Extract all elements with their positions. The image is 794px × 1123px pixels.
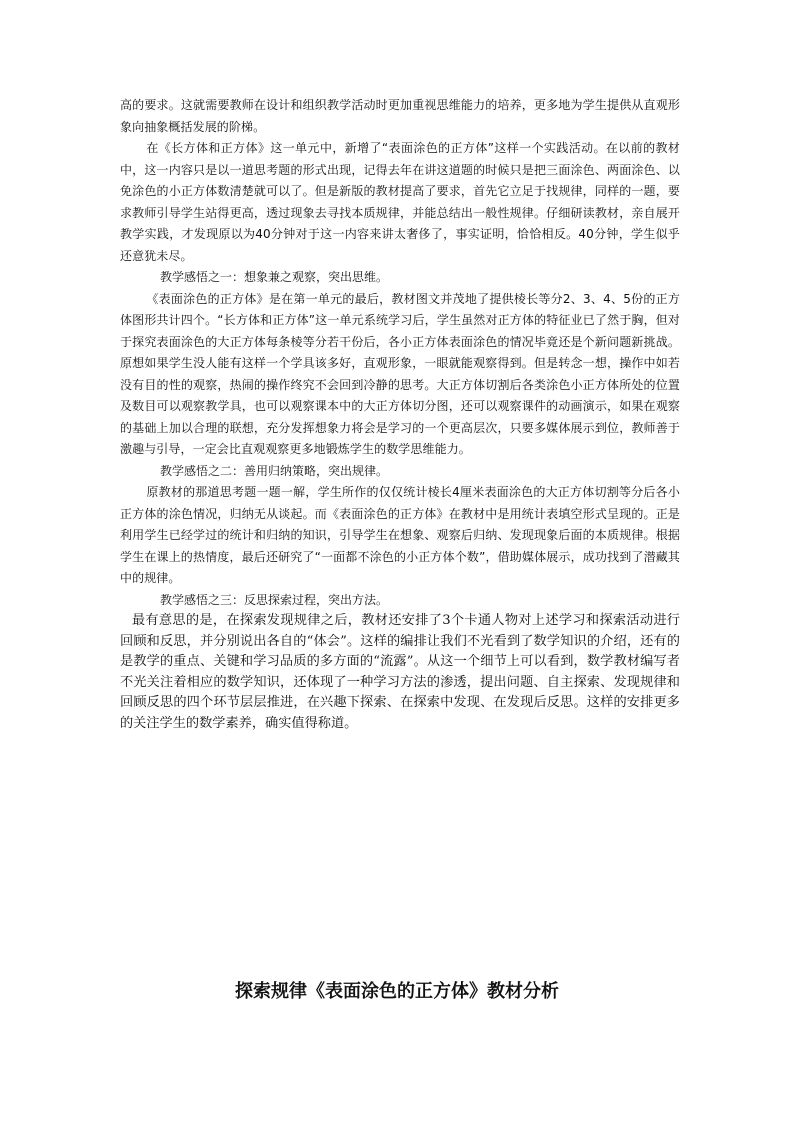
paragraph-insight-1: 《表面涂色的正方体》是在第一单元的最后，教材图文并茂地了提供棱长等分2、3、4、5份的正方体图形共计四个。“长方体和正方体”这一单元系统学习后，学生虽然对正方体的特征业已了然于胸，但对于探究表面涂色的大正方体每条棱等分若干份后，各小正方体表面涂色的情况毕竟还是个新问题新挑战。原想如果学生没人能有这样一个学具该多好，直观形象，一眼就能观察得到。但是转念一想，操作中如若没有目的性的观察，热闹的操作终究不会回到冷静的思考。大正方体切割后各类涂色小正方体所处的位置及数目可以观察教学具，也可以观察课本中的大正方体切分图，还可以观察课件的动画演示，如果在观察的基础上加以合理的联想，充分发挥想象力将会是学习的一个更高层次，只要多媒体展示到位，教师善于激趣与引导，一定会比直观观察更多地锻炼学生的数学思维能力。 bbox=[120, 291, 680, 456]
paragraph-intro-continuation: 高的要求。这就需要教师在设计和组织教学活动时更加重视思维能力的培养，更多地为学生提供从直观形象向抽象概括发展的阶梯。 bbox=[120, 98, 680, 134]
paragraph-insight-3: 最有意思的是，在探索发现规律之后，教材还安排了3个卡通人物对上述学习和探索活动进行回顾和反思，并分别说出各自的“体会”。这样的编排让我们不光看到了数学知识的介绍，还有的是教学的重点、关键和学习品质的多方面的“流露”。从这一个细节上可以看到，数学教材编写者不光关注着相应的数学知识，还体现了一种学习方法的渗透，提出问题、自主探索、发现规律和回顾反思的四个环节层层推进，在兴趣下探索、在探索中发现、在发现后反思。这样的安排更多的关注学生的数学素养，确实值得称道。 bbox=[120, 613, 680, 731]
section-heading-insight-1: 教学感悟之一：想象兼之观察，突出思维。 bbox=[160, 270, 389, 284]
document-body bbox=[120, 95, 680, 734]
section-heading-insight-3: 教学感悟之三：反思探索过程，突出方法。 bbox=[160, 592, 389, 607]
section-heading-insight-2: 教学感悟之二：善用归纳策略，突出规律。 bbox=[160, 463, 389, 478]
paragraph-unit-overview: 在《长方体和正方体》这一单元中，新增了“表面涂色的正方体”这样一个实践活动。在以前的教材中，这一内容只是以一道思考题的形式出现，记得去年在讲这道题的时候只是把三面涂色、两面涂色、以免涂色的小正方体数清楚就可以了。但是新版的教材提高了要求，首先它立足于找规律，同样的一题，要求教师引导学生站得更高，透过现象去寻找本质规律，并能总结出一般性规律。仔细研读教材，亲自展开教学实践，才发现原以为40分钟对于这一内容来讲太奢侈了，事实证明，恰恰相反。40分钟，学生似乎还意犹未尽。 bbox=[120, 141, 680, 263]
paragraph-insight-2: 原教材的那道思考题一题一解，学生所作的仅仅统计棱长4厘米表面涂色的大正方体切割等分后各小正方体的涂色情况，归纳无从谈起。而《表面涂色的正方体》在教材中是用统计表填空形式呈现的。正是利用学生已经学过的统计和归纳的知识，引导学生在想象、观察后归纳、发现现象后面的本质规律。根据学生在课上的热情度，最后还研究了“一面都不涂色的小正方体个数”，借助媒体展示，成功找到了潜藏其中的规律。 bbox=[120, 485, 680, 585]
document-title: 探索规律《表面涂色的正方体》教材分析 bbox=[235, 981, 559, 1002]
